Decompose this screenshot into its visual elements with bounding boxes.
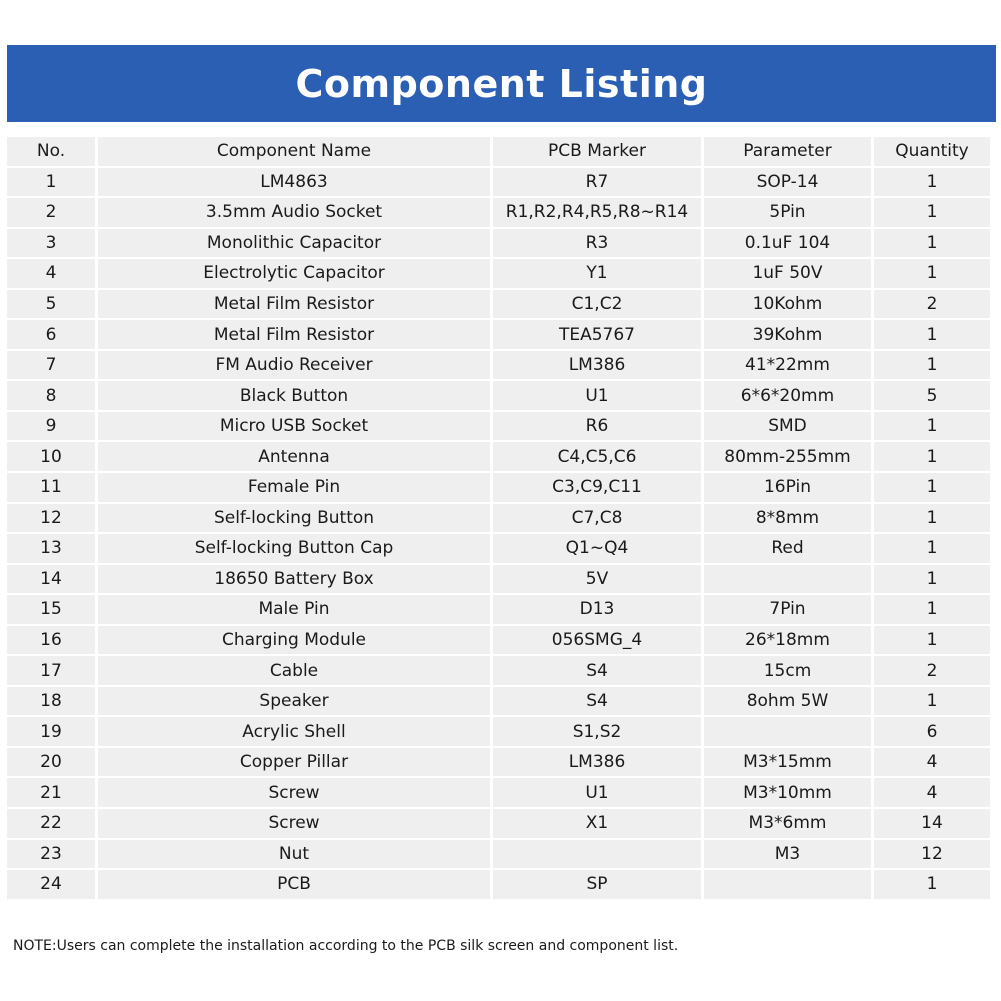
cell-component-name: Screw [98, 778, 490, 807]
cell-quantity: 5 [874, 381, 990, 410]
table-row [7, 229, 990, 258]
page-title: Component Listing [295, 61, 708, 106]
cell-component-name: Female Pin [98, 473, 490, 502]
table-row [7, 381, 990, 410]
cell-quantity: 1 [874, 870, 990, 899]
cell-component-name: Screw [98, 809, 490, 838]
table-header-row [7, 137, 990, 166]
cell-pcb-marker: C4,C5,C6 [493, 442, 701, 471]
cell-pcb-marker: LM386 [493, 748, 701, 777]
table-row [7, 870, 990, 899]
cell-quantity: 1 [874, 351, 990, 380]
table-row [7, 809, 990, 838]
table-row [7, 626, 990, 655]
cell-parameter [704, 870, 871, 899]
cell-no: 14 [7, 565, 95, 594]
cell-quantity: 12 [874, 840, 990, 869]
table-row [7, 320, 990, 349]
cell-no: 3 [7, 229, 95, 258]
table-row [7, 687, 990, 716]
cell-pcb-marker: X1 [493, 809, 701, 838]
cell-parameter: 6*6*20mm [704, 381, 871, 410]
cell-quantity: 1 [874, 626, 990, 655]
cell-parameter: 8*8mm [704, 504, 871, 533]
cell-pcb-marker: C7,C8 [493, 504, 701, 533]
cell-pcb-marker: R6 [493, 412, 701, 441]
cell-no: 23 [7, 840, 95, 869]
cell-no: 5 [7, 290, 95, 319]
cell-parameter: M3*6mm [704, 809, 871, 838]
header-component-name: Component Name [98, 137, 490, 166]
table-row [7, 198, 990, 227]
cell-component-name: Cable [98, 656, 490, 685]
table-row [7, 748, 990, 777]
cell-component-name: PCB [98, 870, 490, 899]
cell-parameter: 26*18mm [704, 626, 871, 655]
cell-no: 15 [7, 595, 95, 624]
cell-parameter: 1uF 50V [704, 259, 871, 288]
table-row [7, 565, 990, 594]
table-row [7, 442, 990, 471]
cell-quantity: 14 [874, 809, 990, 838]
cell-quantity: 1 [874, 595, 990, 624]
cell-quantity: 1 [874, 473, 990, 502]
cell-parameter: M3*10mm [704, 778, 871, 807]
cell-no: 17 [7, 656, 95, 685]
cell-quantity: 1 [874, 534, 990, 563]
cell-quantity: 1 [874, 168, 990, 197]
cell-no: 10 [7, 442, 95, 471]
cell-no: 6 [7, 320, 95, 349]
cell-pcb-marker: LM386 [493, 351, 701, 380]
cell-parameter: 10Kohm [704, 290, 871, 319]
cell-pcb-marker: U1 [493, 778, 701, 807]
component-table [4, 135, 993, 901]
table-row [7, 840, 990, 869]
cell-parameter: 0.1uF 104 [704, 229, 871, 258]
cell-no: 12 [7, 504, 95, 533]
cell-component-name: Antenna [98, 442, 490, 471]
cell-no: 8 [7, 381, 95, 410]
cell-pcb-marker [493, 840, 701, 869]
cell-quantity: 2 [874, 656, 990, 685]
cell-pcb-marker: S4 [493, 656, 701, 685]
table-row [7, 595, 990, 624]
cell-quantity: 1 [874, 565, 990, 594]
cell-component-name: Micro USB Socket [98, 412, 490, 441]
cell-no: 21 [7, 778, 95, 807]
cell-pcb-marker: Q1~Q4 [493, 534, 701, 563]
title-banner [7, 45, 996, 122]
cell-parameter: 8ohm 5W [704, 687, 871, 716]
cell-no: 7 [7, 351, 95, 380]
cell-component-name: Acrylic Shell [98, 717, 490, 746]
cell-parameter: SMD [704, 412, 871, 441]
cell-parameter: 5Pin [704, 198, 871, 227]
table-row [7, 351, 990, 380]
cell-component-name: Charging Module [98, 626, 490, 655]
cell-pcb-marker: 5V [493, 565, 701, 594]
cell-quantity: 1 [874, 687, 990, 716]
cell-parameter: M3*15mm [704, 748, 871, 777]
cell-component-name: 3.5mm Audio Socket [98, 198, 490, 227]
cell-pcb-marker: C3,C9,C11 [493, 473, 701, 502]
table-row [7, 259, 990, 288]
table-row [7, 290, 990, 319]
cell-no: 20 [7, 748, 95, 777]
table-row [7, 412, 990, 441]
cell-component-name: LM4863 [98, 168, 490, 197]
table-row [7, 473, 990, 502]
cell-component-name: Speaker [98, 687, 490, 716]
cell-pcb-marker: C1,C2 [493, 290, 701, 319]
cell-quantity: 1 [874, 504, 990, 533]
header-quantity: Quantity [874, 137, 990, 166]
table-row [7, 534, 990, 563]
cell-no: 19 [7, 717, 95, 746]
cell-component-name: Electrolytic Capacitor [98, 259, 490, 288]
cell-component-name: Nut [98, 840, 490, 869]
cell-quantity: 1 [874, 442, 990, 471]
table-row [7, 778, 990, 807]
table-row [7, 168, 990, 197]
cell-pcb-marker: S4 [493, 687, 701, 716]
table-row [7, 717, 990, 746]
cell-parameter: 41*22mm [704, 351, 871, 380]
table-body [7, 168, 990, 899]
cell-quantity: 2 [874, 290, 990, 319]
cell-parameter: 7Pin [704, 595, 871, 624]
cell-component-name: Male Pin [98, 595, 490, 624]
cell-quantity: 6 [874, 717, 990, 746]
cell-no: 9 [7, 412, 95, 441]
cell-pcb-marker: R3 [493, 229, 701, 258]
cell-parameter [704, 565, 871, 594]
cell-no: 22 [7, 809, 95, 838]
cell-pcb-marker: SP [493, 870, 701, 899]
cell-quantity: 1 [874, 198, 990, 227]
cell-parameter: M3 [704, 840, 871, 869]
cell-quantity: 4 [874, 778, 990, 807]
cell-component-name: 18650 Battery Box [98, 565, 490, 594]
cell-pcb-marker: U1 [493, 381, 701, 410]
cell-component-name: Black Button [98, 381, 490, 410]
cell-quantity: 1 [874, 229, 990, 258]
cell-component-name: FM Audio Receiver [98, 351, 490, 380]
header-parameter: Parameter [704, 137, 871, 166]
cell-parameter: Red [704, 534, 871, 563]
cell-pcb-marker: 056SMG_4 [493, 626, 701, 655]
cell-no: 18 [7, 687, 95, 716]
cell-parameter: SOP-14 [704, 168, 871, 197]
cell-quantity: 1 [874, 259, 990, 288]
cell-no: 1 [7, 168, 95, 197]
cell-component-name: Metal Film Resistor [98, 320, 490, 349]
cell-no: 24 [7, 870, 95, 899]
cell-no: 11 [7, 473, 95, 502]
table-row [7, 656, 990, 685]
cell-pcb-marker: TEA5767 [493, 320, 701, 349]
cell-pcb-marker: D13 [493, 595, 701, 624]
cell-no: 16 [7, 626, 95, 655]
cell-pcb-marker: Y1 [493, 259, 701, 288]
cell-component-name: Monolithic Capacitor [98, 229, 490, 258]
cell-component-name: Metal Film Resistor [98, 290, 490, 319]
cell-parameter: 39Kohm [704, 320, 871, 349]
cell-pcb-marker: R7 [493, 168, 701, 197]
cell-parameter: 15cm [704, 656, 871, 685]
cell-quantity: 1 [874, 412, 990, 441]
cell-component-name: Copper Pillar [98, 748, 490, 777]
cell-quantity: 4 [874, 748, 990, 777]
cell-component-name: Self-locking Button [98, 504, 490, 533]
header-no: No. [7, 137, 95, 166]
header-pcb-marker: PCB Marker [493, 137, 701, 166]
cell-parameter [704, 717, 871, 746]
cell-parameter: 16Pin [704, 473, 871, 502]
cell-no: 2 [7, 198, 95, 227]
cell-no: 13 [7, 534, 95, 563]
cell-component-name: Self-locking Button Cap [98, 534, 490, 563]
cell-pcb-marker: S1,S2 [493, 717, 701, 746]
cell-parameter: 80mm-255mm [704, 442, 871, 471]
installation-note: NOTE:Users can complete the installation according to the PCB silk screen and component list. [13, 938, 679, 954]
cell-pcb-marker: R1,R2,R4,R5,R8~R14 [493, 198, 701, 227]
cell-no: 4 [7, 259, 95, 288]
cell-quantity: 1 [874, 320, 990, 349]
table-row [7, 504, 990, 533]
